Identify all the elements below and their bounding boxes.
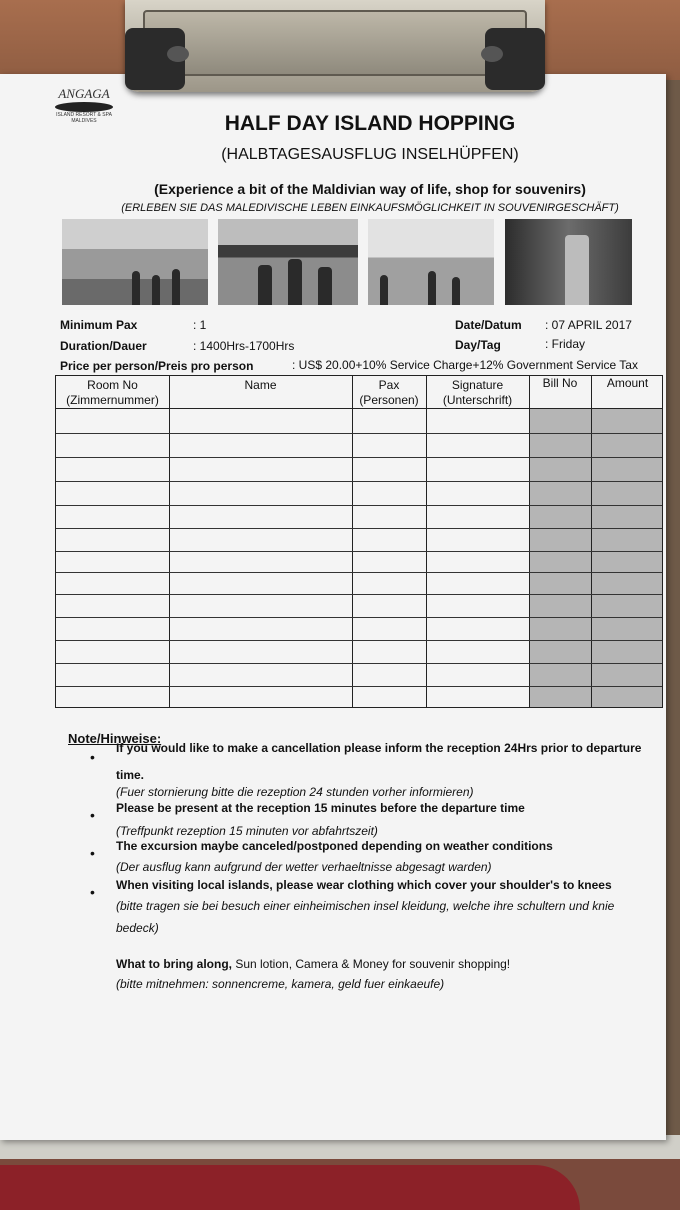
bullet-icon: • [90, 884, 95, 900]
note-cancellation: If you would like to make a cancellation please inform the reception 24Hrs prior to departure [116, 741, 642, 755]
what-to-bring-german: (bitte mitnehmen: sonnencreme, kamera, geld fuer einkaeufe) [116, 977, 445, 991]
duration-label: Duration/Dauer [60, 339, 147, 353]
date-label: Date/Datum [455, 318, 522, 332]
header-amount: Amount [606, 376, 649, 390]
price-label: Price per person/Preis pro person [60, 359, 254, 373]
duration-value: : 1400Hrs-1700Hrs [193, 339, 295, 353]
notes-heading: Note/Hinweise: [68, 731, 162, 746]
form-subtitle: (HALBTAGESAUSFLUG INSELHÜPFEN) [221, 146, 519, 163]
header-name: Name [244, 378, 277, 392]
header-pax: Pax (Personen) [359, 378, 419, 407]
logo-ring-icon [55, 102, 113, 112]
tagline-english: (Experience a bit of the Maldivian way of life, shop for souvenirs) [154, 181, 586, 197]
note-clothing-german-cont: bedeck) [116, 921, 159, 935]
bullet-icon: • [90, 749, 95, 765]
note-weather-german: (Der ausflug kann aufgrund der wetter verhaeltnisse abgesagt warden) [116, 860, 492, 874]
logo-tagline: ISLAND RESORT & SPA [56, 112, 112, 118]
header-room-no: Room No (Zimmernummer) [66, 378, 159, 407]
photo-village-street [62, 219, 208, 305]
signup-table [55, 375, 663, 708]
form-title: HALF DAY ISLAND HOPPING [224, 112, 516, 135]
note-cancellation-cont: time. [116, 768, 145, 782]
clip-hole-right [481, 46, 503, 62]
tagline-german: (ERLEBEN SIE DAS MALEDIVISCHE LEBEN EINKAUFSMÖGLICHKEIT IN SOUVENIRGESCHÄFT) [121, 202, 619, 214]
note-cancellation-german: (Fuer stornierung bitte die rezeption 24 stunden vorher informieren) [116, 785, 474, 799]
photo-island-gate [368, 219, 494, 305]
note-be-present: Please be present at the reception 15 minutes before the departure time [116, 801, 525, 815]
header-signature: Signature (Unterschrift) [442, 378, 513, 407]
date-value: : 07 APRIL 2017 [545, 318, 632, 332]
logo-location: MALDIVES [71, 118, 97, 124]
photo-souvenir-shop [505, 219, 632, 305]
note-clothing-german: (bitte tragen sie bei besuch einer einheimischen insel kleidung, welche ihre schultern und knie [116, 899, 615, 913]
note-weather: The excursion maybe canceled/postponed depending on weather conditions [116, 839, 553, 853]
day-value: : Friday [545, 337, 586, 351]
price-value: : US$ 20.00+10% Service Charge+12% Government Service Tax [292, 358, 638, 372]
min-pax-value: : 1 [193, 318, 207, 332]
note-be-present-german: (Treffpunkt rezeption 15 minuten vor abfahrtszeit) [116, 824, 378, 838]
note-clothing: When visiting local islands, please wear clothing which cover your shoulder's to knees [116, 878, 612, 892]
min-pax-label: Minimum Pax [60, 318, 138, 332]
logo-brand: ANGAGA [58, 86, 110, 101]
red-fabric [0, 1165, 580, 1210]
notes-section [68, 731, 648, 991]
bullet-icon: • [90, 807, 95, 823]
clipboard-clip [125, 0, 545, 92]
what-to-bring: What to bring along, Sun lotion, Camera & Money for souvenir shopping! [116, 957, 511, 971]
photo-boat-passengers [218, 219, 358, 305]
bullet-icon: • [90, 845, 95, 861]
header-bill-no: Bill No [542, 376, 578, 390]
day-label: Day/Tag [455, 338, 501, 352]
clip-hole-left [167, 46, 189, 62]
